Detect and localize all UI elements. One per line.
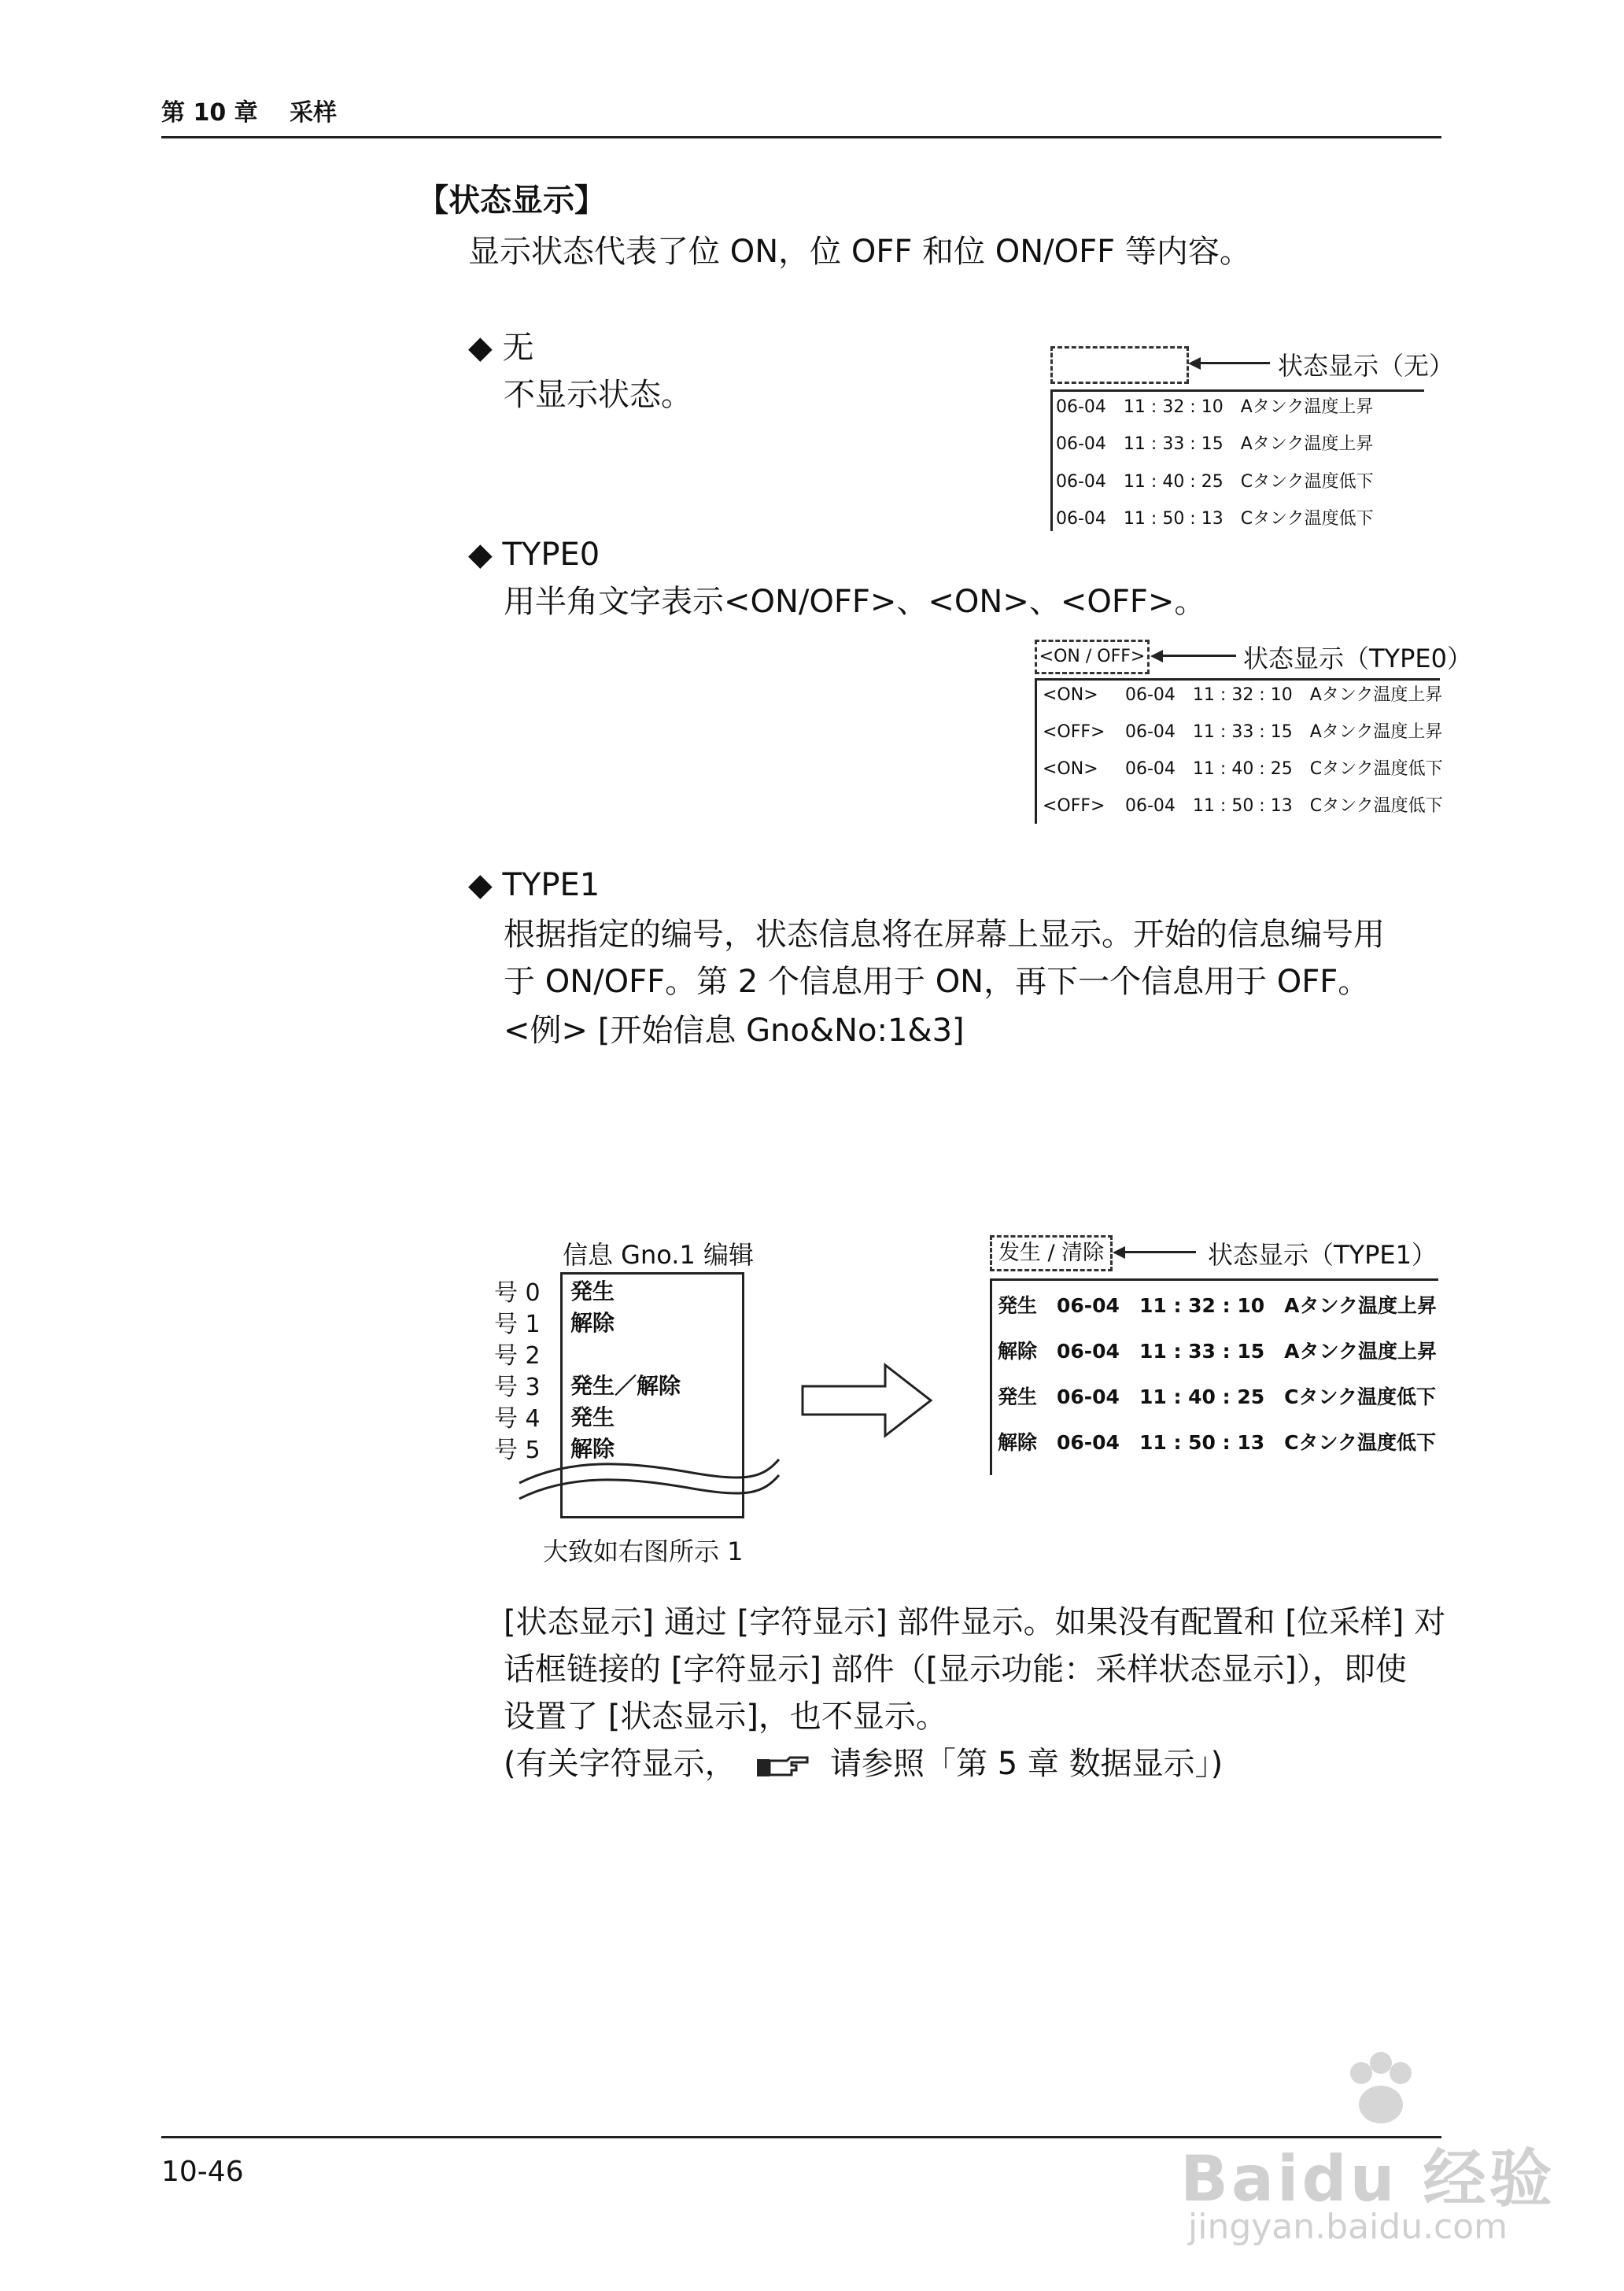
none-table-left [1050, 389, 1053, 531]
type0-row [1043, 718, 1442, 743]
reference-line [504, 1740, 1223, 1787]
type0-row-status: <ON> [1043, 759, 1098, 779]
type0-row-status: <OFF> [1043, 796, 1105, 816]
none-status-box [1050, 346, 1189, 384]
none-label: 状态显示（无） [1278, 351, 1455, 381]
chapter-title: 采样 [290, 99, 338, 127]
type0-arrow-line [1161, 655, 1236, 657]
paw-icon [1338, 2046, 1424, 2132]
type1-arrow-line [1124, 1251, 1196, 1253]
section-intro: 显示状态代表了位 ON，位 OFF 和位 ON/OFF 等内容。 [468, 234, 1251, 270]
type0-row [1043, 755, 1443, 780]
type1-line: 于 ON/OFF。第 2 个信息用于 ON，再下一个信息用于 OFF。 [504, 964, 1370, 1000]
type1-heading: ◆ TYPE1 [468, 867, 600, 903]
type1-row-status: 発生 [998, 1294, 1038, 1317]
header-rule [161, 136, 1441, 138]
message-number: 号 2 [494, 1342, 541, 1370]
editor-title: 信息 Gno.1 编辑 [563, 1240, 754, 1270]
type1-row [998, 1336, 1437, 1364]
type1-row [998, 1427, 1436, 1455]
type0-row [1043, 681, 1442, 706]
message-number: 号 0 [494, 1279, 541, 1307]
type0-status-box [1035, 640, 1150, 674]
type0-table-left [1035, 678, 1037, 824]
none-heading: ◆ 无 [468, 330, 534, 366]
pointing-hand-icon [755, 1751, 810, 1780]
message-number: 号 1 [494, 1311, 541, 1338]
message-text: 発生 [570, 1278, 615, 1304]
type0-row-text: 06-04 11 : 32 : 10 Aタンク温度上昇 [1125, 685, 1443, 705]
type1-line: <例> [开始信息 Gno&No:1&3] [504, 1013, 965, 1049]
type1-status-box [990, 1235, 1113, 1271]
note-line: [状态显示] 通过 [字符显示] 部件显示。如果没有配置和 [位采样] 对 [504, 1604, 1446, 1640]
type1-row-text: 06-04 11 : 50 : 13 Cタンク温度低下 [1057, 1431, 1436, 1454]
right-arrow-icon [799, 1361, 936, 1440]
editor-caption: 大致如右图所示 1 [543, 1537, 744, 1566]
reference-suffix: 请参照「第 5 章 数据显示」) [830, 1746, 1224, 1782]
chapter-number: 第 10 章 [161, 99, 258, 127]
chapter-header [161, 93, 337, 127]
none-arrow-line [1199, 362, 1270, 364]
type1-row-status: 解除 [998, 1431, 1038, 1454]
type0-row-text: 06-04 11 : 40 : 25 Cタンク温度低下 [1125, 759, 1443, 779]
type1-label: 状态显示（TYPE1） [1208, 1240, 1437, 1270]
type1-row-status: 解除 [998, 1340, 1038, 1363]
type0-row-status: <OFF> [1043, 722, 1105, 742]
type0-row-status: <ON> [1043, 685, 1098, 705]
type1-row-status: 発生 [998, 1385, 1038, 1408]
note-line: 设置了 [状态显示]，也不显示。 [504, 1699, 947, 1735]
none-row: 06-04 11 : 50 : 13 Cタンク温度低下 [1056, 509, 1374, 529]
type1-row-text: 06-04 11 : 33 : 15 Aタンク温度上昇 [1057, 1340, 1437, 1363]
reference-prefix: (有关字符显示， [504, 1746, 736, 1782]
type0-row-text: 06-04 11 : 33 : 15 Aタンク温度上昇 [1125, 722, 1443, 742]
page-number: 10-46 [161, 2156, 244, 2188]
none-row: 06-04 11 : 33 : 15 Aタンク温度上昇 [1056, 434, 1374, 454]
section-title: 【状态显示】 [417, 183, 606, 219]
message-text: 発生 [570, 1404, 615, 1430]
note-line: 话框链接的 [字符显示] 部件（[显示功能：采样状态显示]），即使 [504, 1651, 1407, 1688]
editor-box-bottom [560, 1516, 744, 1518]
type0-row [1043, 792, 1443, 817]
type1-row-text: 06-04 11 : 40 : 25 Cタンク温度低下 [1057, 1385, 1436, 1408]
watermark-url: jingyan.baidu.com [1188, 2207, 1508, 2247]
watermark [1164, 2046, 1605, 2250]
none-table-top [1050, 389, 1424, 392]
type1-table-left [990, 1278, 992, 1475]
type1-status-box-text: 发生 / 清除 [998, 1241, 1105, 1265]
watermark-brand: Baidu 经验 [1180, 2142, 1556, 2215]
editor-break-waves [511, 1455, 787, 1503]
message-text: 発生／解除 [570, 1373, 681, 1399]
none-row: 06-04 11 : 40 : 25 Cタンク温度低下 [1056, 472, 1374, 492]
type0-heading: ◆ TYPE0 [468, 537, 600, 573]
type1-row [998, 1290, 1437, 1319]
type1-table-top [990, 1278, 1438, 1281]
message-number: 号 3 [494, 1374, 541, 1401]
type1-line: 根据指定的编号，状态信息将在屏幕上显示。开始的信息编号用 [504, 917, 1385, 953]
message-number: 号 4 [494, 1405, 541, 1433]
type0-status-box-text: <ON / OFF> [1039, 647, 1146, 666]
message-text: 解除 [570, 1436, 615, 1462]
none-desc: 不显示状态。 [504, 377, 692, 413]
message-text: 解除 [570, 1310, 615, 1336]
type0-row-text: 06-04 11 : 50 : 13 Cタンク温度低下 [1125, 796, 1443, 816]
type0-label: 状态显示（TYPE0） [1243, 644, 1472, 673]
type0-table-top [1035, 678, 1440, 681]
type1-row [998, 1382, 1436, 1410]
type0-desc: 用半角文字表示<ON/OFF>、<ON>、<OFF>。 [504, 584, 1206, 620]
message-number: 号 5 [494, 1437, 541, 1464]
none-row: 06-04 11 : 32 : 10 Aタンク温度上昇 [1056, 397, 1374, 417]
type1-row-text: 06-04 11 : 32 : 10 Aタンク温度上昇 [1057, 1294, 1437, 1317]
